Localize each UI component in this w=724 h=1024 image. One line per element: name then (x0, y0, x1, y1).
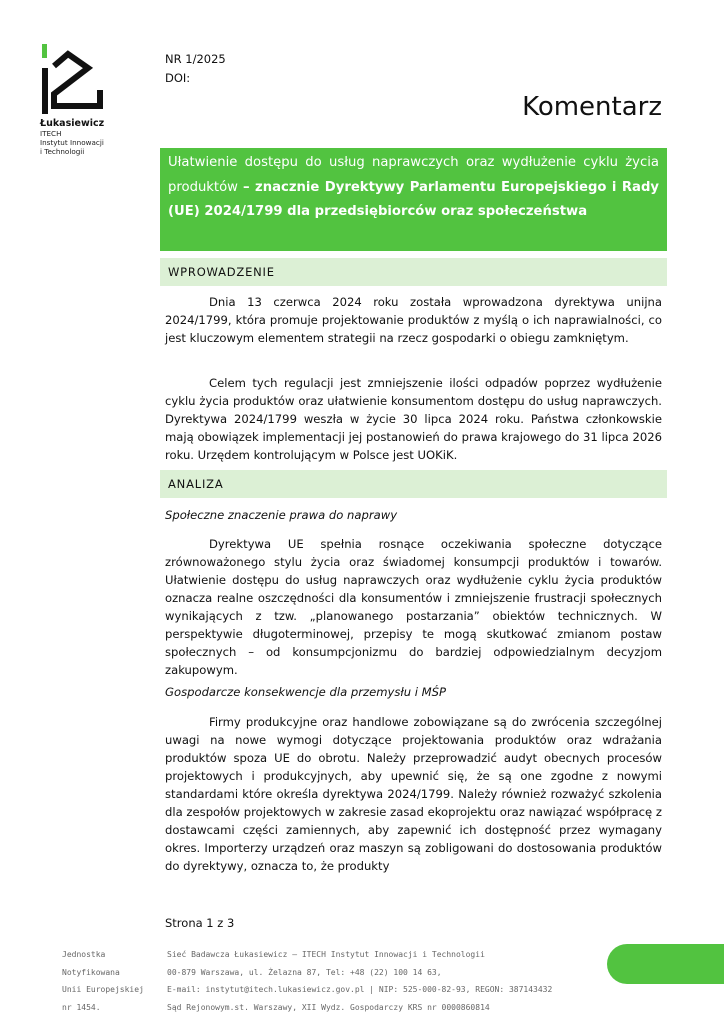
intro-paragraph-1: Dnia 13 czerwca 2024 roku została wprowadzona dyrektywa unijna 2024/1799, która promuje projektowanie produktów z myślą o ich naprawialności, co jest kluczowym elementem strategii na rzecz gospodarki o obiegu zamkniętym. (165, 295, 662, 345)
footer-left-line: Notyfikowana (62, 967, 120, 977)
logo-institute-line: Instytut Innowacji (40, 138, 104, 147)
logo-institute-line: i Technologii (40, 147, 85, 156)
title-bold-part: – znacznie Dyrektywy Parlamentu Europejskiego i Rady (UE) 2024/1799 dla przedsiębiorców oraz społeczeństwa (168, 179, 659, 219)
document-type-title: Komentarz (522, 92, 662, 122)
analysis-paragraph-1: Dyrektywa UE spełnia rosnące oczekiwania społeczne dotyczące zrównoważonego stylu życia oraz świadomej konsumpcji produktów i towarów. Ułatwienie dostępu do usług naprawczych oraz wydłużenie cyklu życia produktów oznacza realne oszczędności dla konsumentów i zmniejszenie frustracji społecznych wynikających z tzw. „planowanego postarzania” obiektów technicznych. W perspektywie długoterminowej, przepisy te mogą skutkować zmianom postaw społecznych – od konsumpcjonizmu do bardziej odpowiedzialnym decyzjom zakupowym. (165, 537, 662, 677)
page-number: Strona 1 z 3 (165, 916, 235, 930)
institute-logo (40, 44, 112, 156)
footer-accent-shape (607, 944, 724, 984)
logo-brand-name: Łukasiewicz (40, 118, 105, 129)
footer-left-line: Unii Europejskiej (62, 985, 144, 994)
document-number: NR 1/2025 (165, 52, 226, 66)
footer-contact-info (167, 946, 552, 1016)
subheading-social: Społeczne znaczenie prawa do naprawy (165, 508, 398, 522)
footer-right-line: Sieć Badawcza Łukasiewicz – ITECH Instytut Innowacji i Technologii (167, 950, 485, 959)
logo-institute-line: ITECH (40, 129, 62, 138)
subheading-economic: Gospodarcze konsekwencje dla przemysłu i MŚP (165, 685, 447, 699)
title-normal-part: Ułatwienie dostępu do usług naprawczych oraz wydłużenie cyklu życia produktów (168, 155, 659, 195)
analysis-paragraph-2: Firmy produkcyjne oraz handlowe zobowiązane są do zwrócenia szczególnej uwagi na nowe wymogi dotyczące projektowania produktów oraz wdrażania produktów spoza UE do obrotu. Należy przeprowadzić audyt obecnych procesów projektowych i produkcyjnych, aby upewnić się, że są one zgodne z nowymi standardami które określa dyrektywa 2024/1799. Należy również rozważyć szkolenia dla zespołów projektowych w zakresie zasad ekoprojektu oraz nawiązać współpracę z dostawcami części zamiennych, aby zapewnić ich dostępność przez wymagany okres. Importerzy urządzeń oraz maszyn są zobligowani do dostosowania produktów do dyrektywy, oznacza to, że produkty (165, 715, 662, 873)
document-meta (165, 50, 226, 88)
footer-left-line: Jednostka (62, 950, 106, 959)
document-doi: DOI: (165, 71, 191, 85)
footer-right-line: 00-879 Warszawa, ul. Żelazna 87, Tel: +48 (22) 100 14 63, (167, 967, 442, 977)
footer-left-line: nr 1454. (62, 1002, 101, 1012)
footer-notified-body (62, 946, 144, 1016)
document-title-box (160, 148, 667, 251)
intro-paragraph-2: Celem tych regulacji jest zmniejszenie ilości odpadów poprzez wydłużenie cyklu życia produktów oraz ułatwienie konsumentom dostępu do usług naprawczych. Dyrektywa 2024/1799 weszła w życie 30 lipca 2024 roku. Państwa członkowskie mają obowiązek implementacji jej postanowień do prawa krajowego do 31 lipca 2026 roku. Urzędem kontrolującym w Polsce jest UOKiK. (165, 376, 662, 462)
lukasiewicz-logo-icon (40, 44, 104, 116)
footer-right-line: Sąd Rejonowym.st. Warszawy, XII Wydz. Gospodarczy KRS nr 0000860814 (167, 1002, 490, 1012)
section-heading-intro: WPROWADZENIE (160, 258, 667, 286)
section-heading-analysis: ANALIZA (160, 470, 667, 498)
footer-right-line: E-mail: instytut@itech.lukasiewicz.gov.pl | NIP: 525-000-82-93, REGON: 387143432 (167, 985, 553, 994)
